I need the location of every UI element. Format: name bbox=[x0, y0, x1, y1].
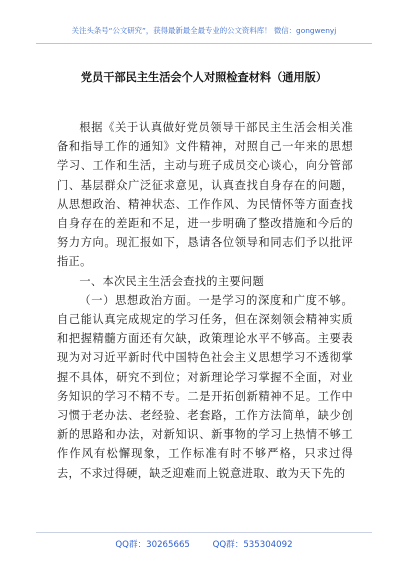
footer-divider bbox=[36, 532, 372, 533]
top-banner: 关注头条号“公文研究”，获得最新最全最专业的公文资料库！ 微信：gongwenyj bbox=[71, 26, 337, 35]
intro-paragraph: 根据《关于认真做好党员领导干部民主生活会相关准备和指导工作的通知》文件精神，对照自己一年来的思想学习、工作和生活，主动与班子成员交心谈心，向分管部门、基层群众广泛征求意见，认真查找自身存在的问题，从思想政治、精神状态、工作作风、为民情怀等方面查找自身存在的差距和不足，进一步明确了整改措施和今后的努力方向。现汇报如下，恳请各位领导和同志们予以批评指正。 bbox=[57, 121, 353, 269]
footer-qq-group-2: QQ群：535304092 bbox=[212, 540, 293, 550]
banner-divider bbox=[36, 43, 372, 44]
footer bbox=[0, 539, 408, 551]
footer-qq-group-1: QQ群：30265665 bbox=[115, 540, 190, 550]
document-body bbox=[57, 118, 353, 483]
section-paragraph: （一）思想政治方面。一是学习的深度和广度不够。自己能认真完成规定的学习任务，但在深刻领会精神实质和把握精髓方面还有欠缺，政策理论水平不够高。主要表现为对习近平新时代中国特色社会主义思想学习不透彻掌握不具体，研究不到位；对新理论学习掌握不全面，对业务知识的学习不精不专。二是开拓创新精神不足。工作中习惯于老办法、老经验、老套路，工作方法简单，缺少创新的思路和办法，对新知识、新事物的学习上热情不够工作作风有松懈现象，工作标准有时不够严格，只求过得去，不求过得硬，缺乏迎难而上锐意进取、敢为天下先的 bbox=[57, 293, 353, 480]
document-title: 党员干部民主生活会个人对照检查材料（通用版） bbox=[80, 71, 328, 84]
section-heading: 一、本次民主生活会查找的主要问题 bbox=[79, 274, 264, 288]
